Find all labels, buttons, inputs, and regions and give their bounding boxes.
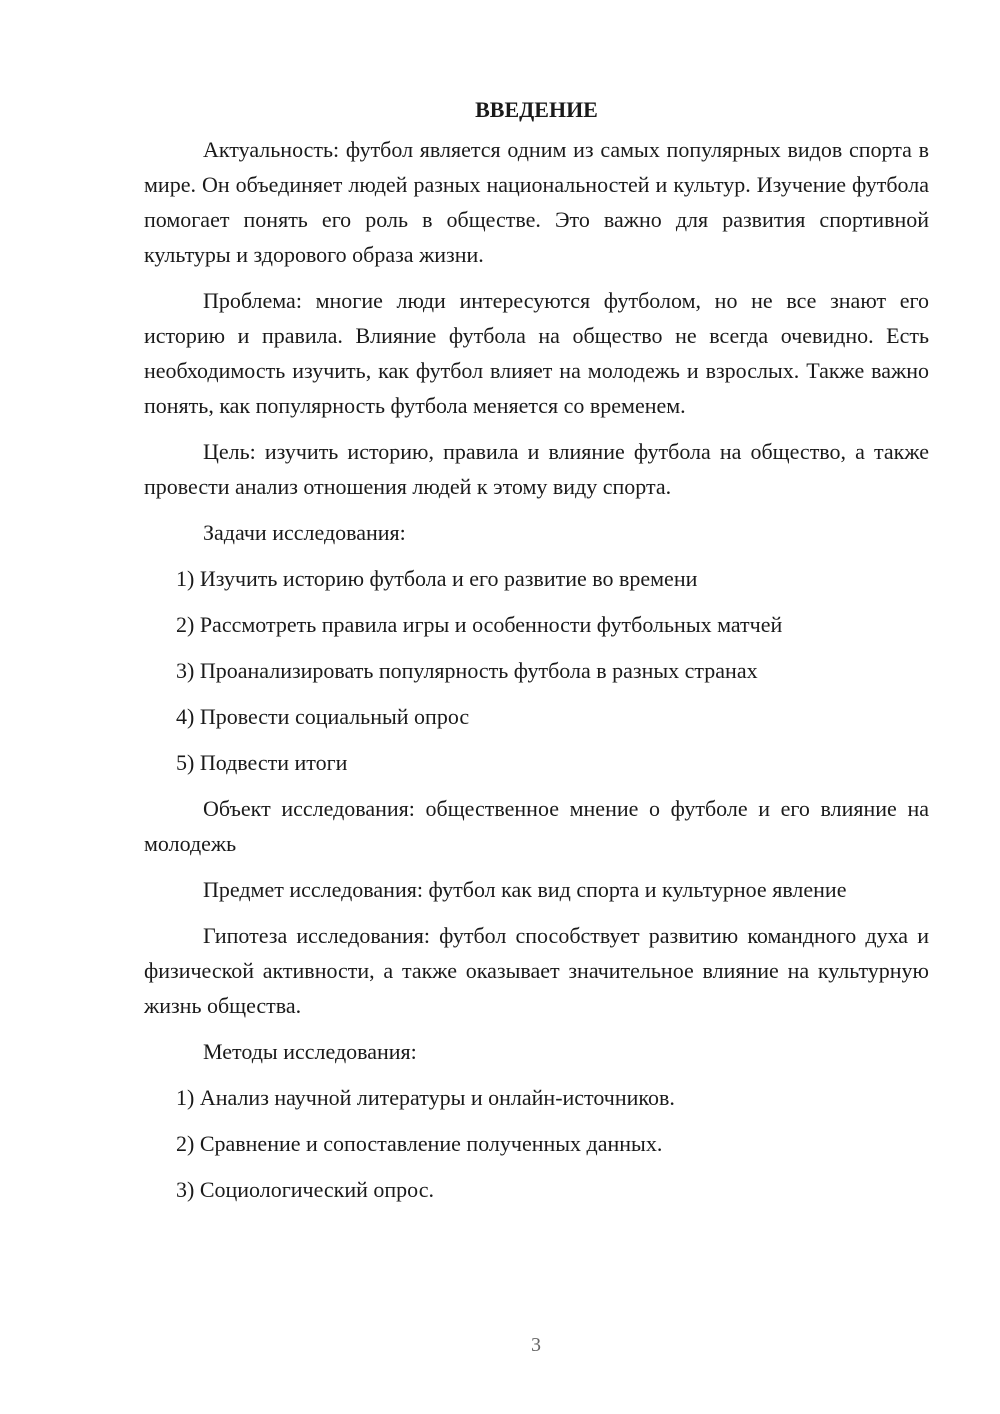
- problem-paragraph: Проблема: многие люди интересуются футболом, но не все знают его историю и правила. Влияние футбола на общество не всегда очевидно. Есть необходимость изучить, как футбол влияет на молодежь и взрослых. Также важно понять, как популярность футбола меняется со временем.: [144, 288, 929, 418]
- tasks-list: [144, 561, 929, 780]
- method-item: 1) Анализ научной литературы и онлайн-источников.: [176, 1085, 675, 1110]
- goal-paragraph: Цель: изучить историю, правила и влияние футбола на общество, а также провести анализ отношения людей к этому виду спорта.: [144, 439, 929, 499]
- object-paragraph: Объект исследования: общественное мнение о футболе и его влияние на молодежь: [144, 796, 929, 856]
- method-item: 3) Социологический опрос.: [176, 1177, 434, 1202]
- task-item: 5) Подвести итоги: [176, 750, 348, 775]
- method-item: 2) Сравнение и сопоставление полученных данных.: [176, 1131, 663, 1156]
- task-item: 1) Изучить историю футбола и его развитие во времени: [176, 566, 698, 591]
- methods-list: [144, 1080, 929, 1207]
- page-number: 3: [531, 1334, 541, 1356]
- tasks-title: Задачи исследования:: [203, 520, 406, 545]
- relevance-paragraph: Актуальность: футбол является одним из самых популярных видов спорта в мире. Он объединяет людей разных национальностей и культур. Изучение футбола помогает понять его роль в обществе. Это важно для развития спортивной культуры и здорового образа жизни.: [144, 137, 929, 267]
- hypothesis-paragraph: Гипотеза исследования: футбол способствует развитию командного духа и физической активности, а также оказывает значительное влияние на культурную жизнь общества.: [144, 923, 929, 1018]
- task-item: 3) Проанализировать популярность футбола в разных странах: [176, 658, 758, 683]
- subject-paragraph: Предмет исследования: футбол как вид спорта и культурное явление: [203, 877, 847, 902]
- section-heading: ВВЕДЕНИЕ: [475, 97, 598, 122]
- page-content: [144, 92, 929, 1218]
- methods-title: Методы исследования:: [203, 1039, 417, 1064]
- task-item: 4) Провести социальный опрос: [176, 704, 470, 729]
- task-item: 2) Рассмотреть правила игры и особенности футбольных матчей: [176, 612, 783, 637]
